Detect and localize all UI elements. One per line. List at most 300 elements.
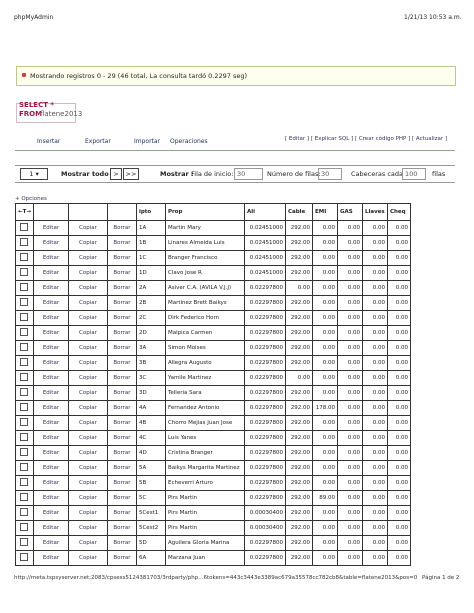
next-page-button[interactable]: > bbox=[110, 168, 122, 180]
delete-link[interactable]: Borrar bbox=[107, 446, 136, 461]
cell-ali: 0.02451000 bbox=[244, 236, 285, 251]
edit-link[interactable]: Editar bbox=[33, 491, 68, 506]
column-header-cheq[interactable]: Cheq bbox=[387, 204, 410, 221]
row-checkbox[interactable] bbox=[20, 478, 28, 486]
edit-link[interactable]: Editar bbox=[33, 401, 68, 416]
row-checkbox[interactable] bbox=[20, 268, 28, 276]
cell-llaves: 0.00 bbox=[362, 221, 387, 236]
cell-cheq: 0.00 bbox=[387, 371, 410, 386]
results-table bbox=[15, 203, 411, 566]
row-checkbox-cell[interactable] bbox=[16, 521, 34, 536]
cell-prop: Pirs Martin bbox=[165, 521, 244, 536]
cell-apto: 1B bbox=[136, 236, 165, 251]
cell-cable: 0.00 bbox=[285, 281, 312, 296]
cell-ali: 0.02297800 bbox=[244, 491, 285, 506]
cell-cable: 292.00 bbox=[285, 431, 312, 446]
row-checkbox-cell[interactable] bbox=[16, 446, 34, 461]
options-link[interactable]: + Opciones bbox=[15, 196, 47, 202]
copy-link[interactable]: Copiar bbox=[68, 221, 107, 236]
cell-llaves: 0.00 bbox=[362, 551, 387, 566]
copy-link[interactable]: Copiar bbox=[68, 401, 107, 416]
copy-link[interactable]: Copiar bbox=[68, 326, 107, 341]
cell-emi: 0.00 bbox=[312, 221, 337, 236]
column-header-llaves[interactable]: Llaves bbox=[362, 204, 387, 221]
cell-cable: 292.00 bbox=[285, 341, 312, 356]
copy-link[interactable]: Copiar bbox=[68, 356, 107, 371]
cell-llaves: 0.00 bbox=[362, 491, 387, 506]
cell-llaves: 0.00 bbox=[362, 251, 387, 266]
delete-link[interactable]: Borrar bbox=[107, 281, 136, 296]
cell-apto: 5B bbox=[136, 476, 165, 491]
cell-cable: 292.00 bbox=[285, 311, 312, 326]
copy-link[interactable]: Copiar bbox=[68, 521, 107, 536]
table-row bbox=[16, 536, 411, 551]
cell-cheq: 0.00 bbox=[387, 491, 410, 506]
row-checkbox[interactable] bbox=[20, 523, 28, 531]
sql-from: FROM bbox=[19, 110, 43, 118]
column-header-cable[interactable]: Cable bbox=[285, 204, 312, 221]
cell-cheq: 0.00 bbox=[387, 341, 410, 356]
cell-apto: 6A bbox=[136, 551, 165, 566]
cell-cheq: 0.00 bbox=[387, 296, 410, 311]
cell-llaves: 0.00 bbox=[362, 356, 387, 371]
edit-link[interactable]: Editar bbox=[33, 551, 68, 566]
edit-link[interactable]: Editar bbox=[33, 311, 68, 326]
table-row bbox=[16, 266, 411, 281]
cell-apto: 5Cest2 bbox=[136, 521, 165, 536]
cell-gas: 0.00 bbox=[337, 311, 362, 326]
delete-link[interactable]: Borrar bbox=[107, 341, 136, 356]
row-checkbox[interactable] bbox=[20, 403, 28, 411]
copy-link[interactable]: Copiar bbox=[68, 296, 107, 311]
row-checkbox[interactable] bbox=[20, 373, 28, 381]
sql-select: SELECT * bbox=[19, 101, 55, 109]
rows-input[interactable]: 30 bbox=[318, 168, 342, 180]
cell-ali: 0.02297800 bbox=[244, 311, 285, 326]
delete-link[interactable]: Borrar bbox=[107, 431, 136, 446]
link-crear-php[interactable]: [ Crear código PHP ] bbox=[354, 136, 411, 142]
cell-prop: Yamile Martinez bbox=[165, 371, 244, 386]
cell-gas: 0.00 bbox=[337, 371, 362, 386]
table-row bbox=[16, 281, 411, 296]
delete-link[interactable]: Borrar bbox=[107, 551, 136, 566]
cell-cheq: 0.00 bbox=[387, 266, 410, 281]
cell-prop: Asiver C.A. (AVILA V.J.J) bbox=[165, 281, 244, 296]
edit-link[interactable]: Editar bbox=[33, 371, 68, 386]
cell-ali: 0.02297800 bbox=[244, 386, 285, 401]
table-row bbox=[16, 221, 411, 236]
table-row bbox=[16, 386, 411, 401]
delete-link[interactable]: Borrar bbox=[107, 266, 136, 281]
delete-link[interactable]: Borrar bbox=[107, 491, 136, 506]
cell-cable: 292.00 bbox=[285, 386, 312, 401]
page-select[interactable]: 1 ▾ bbox=[20, 168, 48, 180]
edit-link[interactable]: Editar bbox=[33, 431, 68, 446]
cell-cable: 292.00 bbox=[285, 296, 312, 311]
cell-ali: 0.02297800 bbox=[244, 551, 285, 566]
cell-cable: 292.00 bbox=[285, 251, 312, 266]
cell-llaves: 0.00 bbox=[362, 401, 387, 416]
cell-cable: 292.00 bbox=[285, 356, 312, 371]
edit-link[interactable]: Editar bbox=[33, 251, 68, 266]
cell-gas: 0.00 bbox=[337, 236, 362, 251]
row-checkbox-cell[interactable] bbox=[16, 341, 34, 356]
row-checkbox[interactable] bbox=[20, 463, 28, 471]
edit-link[interactable]: Editar bbox=[33, 221, 68, 236]
row-checkbox-cell[interactable] bbox=[16, 401, 34, 416]
cell-llaves: 0.00 bbox=[362, 266, 387, 281]
tab-insertar[interactable]: Insertar bbox=[37, 138, 61, 145]
cell-cheq: 0.00 bbox=[387, 446, 410, 461]
edit-link[interactable]: Editar bbox=[33, 356, 68, 371]
delete-link[interactable]: Borrar bbox=[107, 251, 136, 266]
copy-link[interactable]: Copiar bbox=[68, 416, 107, 431]
show-all-button[interactable]: Mostrar todo bbox=[61, 170, 109, 178]
table-row bbox=[16, 401, 411, 416]
cell-ali: 0.02297800 bbox=[244, 281, 285, 296]
cell-gas: 0.00 bbox=[337, 476, 362, 491]
column-header-prop[interactable]: Prop bbox=[165, 204, 244, 221]
row-checkbox-cell[interactable] bbox=[16, 326, 34, 341]
tab-operaciones[interactable]: Operaciones bbox=[170, 138, 208, 145]
tab-importar[interactable]: Importar bbox=[134, 138, 161, 145]
copy-link[interactable]: Copiar bbox=[68, 386, 107, 401]
copy-link[interactable]: Copiar bbox=[68, 461, 107, 476]
cell-apto: 4D bbox=[136, 446, 165, 461]
cell-prop: Pirs Martin bbox=[165, 491, 244, 506]
cell-prop: Baikys Margarita Martinez bbox=[165, 461, 244, 476]
column-header-apto[interactable]: ipto bbox=[136, 204, 165, 221]
row-checkbox-cell[interactable] bbox=[16, 461, 34, 476]
cell-apto: 1D bbox=[136, 266, 165, 281]
delete-link[interactable]: Borrar bbox=[107, 536, 136, 551]
row-checkbox-cell[interactable] bbox=[16, 506, 34, 521]
row-checkbox[interactable] bbox=[20, 553, 28, 561]
cell-emi: 0.00 bbox=[312, 521, 337, 536]
cell-apto: 4C bbox=[136, 431, 165, 446]
link-actualizar[interactable]: [ Actualizar ] bbox=[412, 136, 448, 142]
cell-prop: Dirk Federico Horn bbox=[165, 311, 244, 326]
cell-emi: 89.00 bbox=[312, 491, 337, 506]
cell-emi: 0.00 bbox=[312, 356, 337, 371]
cell-apto: 4A bbox=[136, 401, 165, 416]
cell-ali: 0.02297800 bbox=[244, 536, 285, 551]
cell-gas: 0.00 bbox=[337, 266, 362, 281]
copy-link[interactable]: Copiar bbox=[68, 311, 107, 326]
row-checkbox-cell[interactable] bbox=[16, 386, 34, 401]
copy-link[interactable]: Copiar bbox=[68, 236, 107, 251]
delete-link[interactable]: Borrar bbox=[107, 221, 136, 236]
column-blank bbox=[107, 204, 136, 221]
delete-link[interactable]: Borrar bbox=[107, 371, 136, 386]
row-checkbox[interactable] bbox=[20, 493, 28, 501]
cell-llaves: 0.00 bbox=[362, 521, 387, 536]
edit-link[interactable]: Editar bbox=[33, 461, 68, 476]
cell-cable: 292.00 bbox=[285, 461, 312, 476]
delete-link[interactable]: Borrar bbox=[107, 236, 136, 251]
row-checkbox-cell[interactable] bbox=[16, 431, 34, 446]
edit-link[interactable]: Editar bbox=[33, 341, 68, 356]
cell-cheq: 0.00 bbox=[387, 416, 410, 431]
cell-gas: 0.00 bbox=[337, 461, 362, 476]
start-row-input[interactable]: 30 bbox=[234, 168, 263, 180]
edit-link[interactable]: Editar bbox=[33, 536, 68, 551]
row-checkbox-cell[interactable] bbox=[16, 266, 34, 281]
cell-prop: Pirs Martin bbox=[165, 506, 244, 521]
headers-input[interactable]: 100 bbox=[402, 168, 426, 180]
cell-prop: Branger Francisco bbox=[165, 251, 244, 266]
cell-emi: 0.00 bbox=[312, 446, 337, 461]
cell-emi: 0.00 bbox=[312, 326, 337, 341]
copy-link[interactable]: Copiar bbox=[68, 371, 107, 386]
cell-gas: 0.00 bbox=[337, 431, 362, 446]
edit-link[interactable]: Editar bbox=[33, 296, 68, 311]
table-header-row bbox=[16, 204, 411, 221]
row-checkbox[interactable] bbox=[20, 223, 28, 231]
cell-cheq: 0.00 bbox=[387, 311, 410, 326]
cell-apto: 5D bbox=[136, 536, 165, 551]
table-row bbox=[16, 341, 411, 356]
cell-cable: 292.00 bbox=[285, 521, 312, 536]
copy-link[interactable]: Copiar bbox=[68, 341, 107, 356]
delete-link[interactable]: Borrar bbox=[107, 296, 136, 311]
row-checkbox-cell[interactable] bbox=[16, 476, 34, 491]
cell-ali: 0.02297800 bbox=[244, 476, 285, 491]
cell-apto: 1C bbox=[136, 251, 165, 266]
column-blank bbox=[33, 204, 68, 221]
cell-apto: 3C bbox=[136, 371, 165, 386]
row-checkbox-cell[interactable] bbox=[16, 371, 34, 386]
row-checkbox[interactable] bbox=[20, 328, 28, 336]
headers-label: Cabeceras cada bbox=[351, 170, 403, 178]
cell-llaves: 0.00 bbox=[362, 431, 387, 446]
cell-cheq: 0.00 bbox=[387, 551, 410, 566]
copy-link[interactable]: Copiar bbox=[68, 551, 107, 566]
row-checkbox[interactable] bbox=[20, 448, 28, 456]
edit-link[interactable]: Editar bbox=[33, 506, 68, 521]
cell-cheq: 0.00 bbox=[387, 356, 410, 371]
table-row bbox=[16, 356, 411, 371]
row-checkbox[interactable] bbox=[20, 298, 28, 306]
edit-link[interactable]: Editar bbox=[33, 521, 68, 536]
row-checkbox[interactable] bbox=[20, 433, 28, 441]
cell-llaves: 0.00 bbox=[362, 446, 387, 461]
link-editar[interactable]: [ Editar ] bbox=[285, 136, 310, 142]
delete-link[interactable]: Borrar bbox=[107, 326, 136, 341]
row-checkbox[interactable] bbox=[20, 358, 28, 366]
cell-llaves: 0.00 bbox=[362, 461, 387, 476]
cell-prop: Luis Yanes bbox=[165, 431, 244, 446]
row-checkbox-cell[interactable] bbox=[16, 491, 34, 506]
cell-cable: 292.00 bbox=[285, 536, 312, 551]
cell-emi: 0.00 bbox=[312, 296, 337, 311]
cell-emi: 0.00 bbox=[312, 386, 337, 401]
cell-cheq: 0.00 bbox=[387, 431, 410, 446]
cell-emi: 0.00 bbox=[312, 536, 337, 551]
cell-prop: Allegra Augusto bbox=[165, 356, 244, 371]
cell-gas: 0.00 bbox=[337, 401, 362, 416]
row-checkbox[interactable] bbox=[20, 343, 28, 351]
cell-llaves: 0.00 bbox=[362, 326, 387, 341]
delete-link[interactable]: Borrar bbox=[107, 416, 136, 431]
copy-link[interactable]: Copiar bbox=[68, 506, 107, 521]
row-checkbox-cell[interactable] bbox=[16, 281, 34, 296]
cell-cable: 292.00 bbox=[285, 446, 312, 461]
copy-link[interactable]: Copiar bbox=[68, 536, 107, 551]
row-checkbox[interactable] bbox=[20, 283, 28, 291]
cell-llaves: 0.00 bbox=[362, 476, 387, 491]
cell-ali: 0.02451000 bbox=[244, 251, 285, 266]
query-actions bbox=[285, 136, 447, 142]
cell-ali: 0.02297800 bbox=[244, 371, 285, 386]
cell-ali: 0.02451000 bbox=[244, 266, 285, 281]
row-checkbox[interactable] bbox=[20, 238, 28, 246]
table-row bbox=[16, 476, 411, 491]
cell-cable: 292.00 bbox=[285, 506, 312, 521]
table-row bbox=[16, 551, 411, 566]
cell-gas: 0.00 bbox=[337, 506, 362, 521]
cell-gas: 0.00 bbox=[337, 446, 362, 461]
cell-ali: 0.02297800 bbox=[244, 416, 285, 431]
cell-emi: 178.00 bbox=[312, 401, 337, 416]
copy-link[interactable]: Copiar bbox=[68, 431, 107, 446]
delete-link[interactable]: Borrar bbox=[107, 521, 136, 536]
link-explicar-sql[interactable]: [ Explicar SQL ] bbox=[310, 136, 354, 142]
cell-cheq: 0.00 bbox=[387, 236, 410, 251]
edit-link[interactable]: Editar bbox=[33, 386, 68, 401]
cell-cheq: 0.00 bbox=[387, 251, 410, 266]
copy-link[interactable]: Copiar bbox=[68, 446, 107, 461]
cell-prop: Malpica Carmen bbox=[165, 326, 244, 341]
table-row bbox=[16, 311, 411, 326]
cell-gas: 0.00 bbox=[337, 416, 362, 431]
column-header-gas[interactable]: GAS bbox=[337, 204, 362, 221]
cell-ali: 0.00030400 bbox=[244, 521, 285, 536]
table-row bbox=[16, 506, 411, 521]
cell-prop: Martinez Brett Baikys bbox=[165, 296, 244, 311]
copy-link[interactable]: Copiar bbox=[68, 251, 107, 266]
cell-llaves: 0.00 bbox=[362, 281, 387, 296]
table-row bbox=[16, 326, 411, 341]
cell-gas: 0.00 bbox=[337, 356, 362, 371]
row-checkbox-cell[interactable] bbox=[16, 416, 34, 431]
delete-link[interactable]: Borrar bbox=[107, 356, 136, 371]
cell-cable: 292.00 bbox=[285, 476, 312, 491]
row-checkbox[interactable] bbox=[20, 418, 28, 426]
cell-cable: 292.00 bbox=[285, 326, 312, 341]
cell-cable: 292.00 bbox=[285, 401, 312, 416]
cell-prop: Fernandez Antonio bbox=[165, 401, 244, 416]
table-row bbox=[16, 416, 411, 431]
row-checkbox-cell[interactable] bbox=[16, 236, 34, 251]
edit-link[interactable]: Editar bbox=[33, 236, 68, 251]
column-header-emi[interactable]: EMI bbox=[312, 204, 337, 221]
row-checkbox-cell[interactable] bbox=[16, 221, 34, 236]
footer-page: Página 1 de 2 bbox=[422, 575, 460, 581]
edit-link[interactable]: Editar bbox=[33, 326, 68, 341]
cell-gas: 0.00 bbox=[337, 491, 362, 506]
row-checkbox-cell[interactable] bbox=[16, 536, 34, 551]
cell-gas: 0.00 bbox=[337, 551, 362, 566]
row-checkbox-cell[interactable] bbox=[16, 251, 34, 266]
cell-cable: 292.00 bbox=[285, 266, 312, 281]
cell-cheq: 0.00 bbox=[387, 476, 410, 491]
tab-exportar[interactable]: Exportar bbox=[85, 138, 111, 145]
edit-link[interactable]: Editar bbox=[33, 446, 68, 461]
cell-gas: 0.00 bbox=[337, 326, 362, 341]
navigation-bar bbox=[15, 165, 455, 183]
copy-link[interactable]: Copiar bbox=[68, 266, 107, 281]
cell-prop: Telleria Sara bbox=[165, 386, 244, 401]
row-checkbox[interactable] bbox=[20, 508, 28, 516]
rows-label: Número de filas: bbox=[267, 170, 321, 178]
cell-apto: 5C bbox=[136, 491, 165, 506]
column-arrows[interactable]: ←T→ bbox=[16, 204, 34, 221]
cell-apto: 3B bbox=[136, 356, 165, 371]
cell-emi: 0.00 bbox=[312, 251, 337, 266]
cell-ali: 0.02297800 bbox=[244, 401, 285, 416]
edit-link[interactable]: Editar bbox=[33, 476, 68, 491]
delete-link[interactable]: Borrar bbox=[107, 401, 136, 416]
cell-emi: 0.00 bbox=[312, 281, 337, 296]
column-header-ali[interactable]: Ali bbox=[244, 204, 285, 221]
cell-llaves: 0.00 bbox=[362, 536, 387, 551]
cell-ali: 0.02297800 bbox=[244, 461, 285, 476]
cell-cheq: 0.00 bbox=[387, 506, 410, 521]
cell-apto: 5Cest1 bbox=[136, 506, 165, 521]
cell-gas: 0.00 bbox=[337, 521, 362, 536]
edit-link[interactable]: Editar bbox=[33, 416, 68, 431]
row-checkbox[interactable] bbox=[20, 253, 28, 261]
footer-url: http://meta.tspsyserver.net:2083/cpsess5124381703/3rdparty/php...6tokens=443c3443e3389ac679a35578cc782cb8&table=flatene2013&pos=0 bbox=[14, 575, 418, 581]
edit-link[interactable]: Editar bbox=[33, 281, 68, 296]
row-checkbox[interactable] bbox=[20, 388, 28, 396]
table-row bbox=[16, 236, 411, 251]
row-checkbox[interactable] bbox=[20, 313, 28, 321]
cell-gas: 0.00 bbox=[337, 341, 362, 356]
cell-ali: 0.02297800 bbox=[244, 341, 285, 356]
cell-emi: 0.00 bbox=[312, 461, 337, 476]
delete-link[interactable]: Borrar bbox=[107, 311, 136, 326]
app-title: phpMyAdmin bbox=[14, 14, 54, 21]
row-checkbox-cell[interactable] bbox=[16, 296, 34, 311]
copy-link[interactable]: Copiar bbox=[68, 476, 107, 491]
copy-link[interactable]: Copiar bbox=[68, 491, 107, 506]
success-icon bbox=[22, 73, 26, 77]
row-checkbox-cell[interactable] bbox=[16, 311, 34, 326]
copy-link[interactable]: Copiar bbox=[68, 281, 107, 296]
result-message: Mostrando registros 0 - 29 (46 total, La consulta tardó 0.2297 seg) bbox=[30, 72, 248, 80]
row-checkbox-cell[interactable] bbox=[16, 551, 34, 566]
cell-prop: Linares Almeida Luis bbox=[165, 236, 244, 251]
cell-prop: Aguilera Gloria Marina bbox=[165, 536, 244, 551]
cell-emi: 0.00 bbox=[312, 371, 337, 386]
edit-link[interactable]: Editar bbox=[33, 266, 68, 281]
delete-link[interactable]: Borrar bbox=[107, 476, 136, 491]
delete-link[interactable]: Borrar bbox=[107, 461, 136, 476]
row-checkbox[interactable] bbox=[20, 538, 28, 546]
delete-link[interactable]: Borrar bbox=[107, 386, 136, 401]
cell-llaves: 0.00 bbox=[362, 386, 387, 401]
delete-link[interactable]: Borrar bbox=[107, 506, 136, 521]
row-checkbox-cell[interactable] bbox=[16, 356, 34, 371]
cell-emi: 0.00 bbox=[312, 311, 337, 326]
cell-llaves: 0.00 bbox=[362, 416, 387, 431]
column-blank bbox=[68, 204, 107, 221]
cell-emi: 0.00 bbox=[312, 506, 337, 521]
last-page-button[interactable]: >> bbox=[123, 168, 139, 180]
datetime: 1/21/13 10:53 a.m. bbox=[404, 14, 462, 21]
